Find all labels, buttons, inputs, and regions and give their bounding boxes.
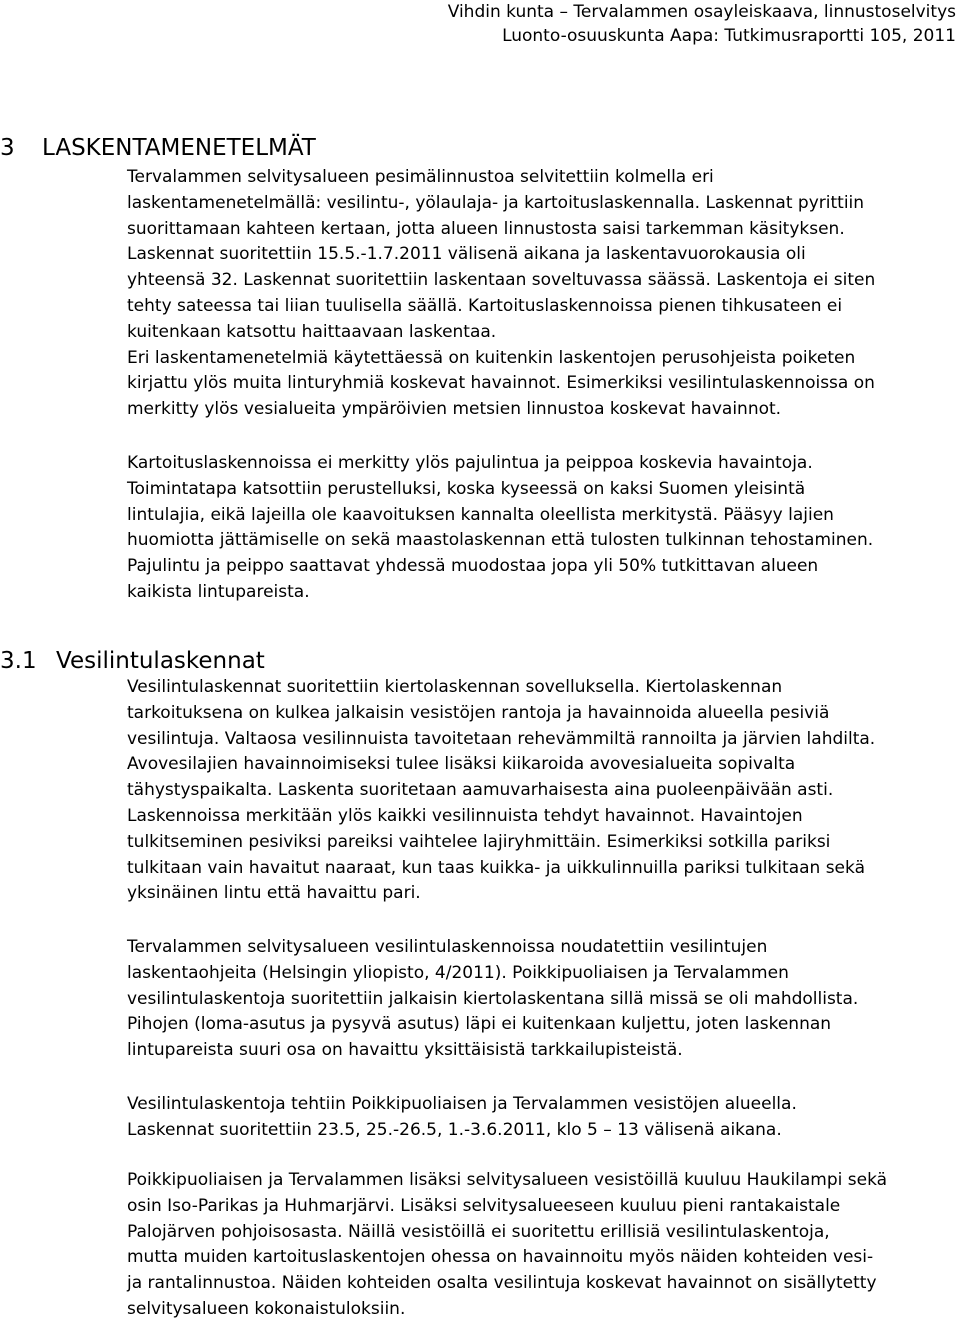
text-line: Eri laskentamenetelmiä käytettäessä on kuitenkin laskentojen perusohjeista poiketen	[127, 347, 856, 368]
text-line: tähystyspaikalta. Laskenta suoritetaan aamuvarhaisesta aina puoleenpäivään asti.	[127, 780, 834, 801]
text-line: kirjattu ylös muita linturyhmiä koskevat havainnot. Esimerkiksi vesilintulaskennoissa on	[127, 373, 875, 394]
subsection-number: 3.1	[0, 648, 37, 674]
text-line: Vesilintulaskentoja tehtiin Poikkipuoliaisen ja Tervalammen vesistöjen alueella.	[127, 1094, 797, 1114]
text-line: Tervalammen selvitysalueen pesimälinnustoa selvitettiin kolmella eri	[127, 167, 714, 187]
text-line: mutta muiden kartoituslaskentojen ohessa on havainnoitu myös näiden kohteiden vesi-	[127, 1247, 874, 1268]
text-line: laskentaohjeita (Helsingin yliopisto, 4/2011). Poikkipuoliaisen ja Tervalammen	[127, 962, 789, 983]
text-line: Palojärven pohjoisosasta. Näillä vesistöillä ei suoritettu erillisiä vesilintulaskentoja,	[127, 1221, 830, 1242]
text-line: Vesilintulaskennat suoritettiin kiertolaskennan sovelluksella. Kiertolaskennan	[127, 677, 783, 697]
section-number: 3	[0, 135, 15, 161]
text-line: vesilintulaskentoja suoritettiin jalkaisin kiertolaskentana sillä missä se oli mahdollista.	[127, 988, 859, 1009]
text-line: tulkitaan vain havaitut naaraat, kun taas kuikka- ja uikkulinnuilla pariksi tulkitaan sekä	[127, 857, 865, 878]
paragraph	[127, 675, 957, 907]
text-line: huomiotta jättämiselle on sekä maastolaskennan että tulosten tulkinnan tehostaminen.	[127, 530, 874, 551]
text-line: merkitty ylös vesialueita ympäröivien metsien linnustoa koskevat havainnot.	[127, 399, 782, 420]
text-line: vesilintuja. Valtaosa vesilinnuista tavoitetaan rehevämmiltä rannoilta ja järvien lahdilta.	[127, 728, 876, 749]
text-line: tehty sateessa tai liian tuulisella säällä. Kartoituslaskennoissa pienen tihkusateen ei	[127, 295, 843, 316]
text-line: kuitenkaan katsottu haittaavaan laskentaa.	[127, 321, 497, 342]
text-line: tulkitseminen pesiviksi pareiksi vaihtelee lajiryhmittäin. Esimerkiksi sotkilla pariksi	[127, 831, 831, 852]
paragraph	[127, 1092, 957, 1144]
text-line: Pajulintu ja peippo saattavat yhdessä muodostaa jopa yli 50% tutkittavan alueen	[127, 556, 819, 577]
text-line: yksinäinen lintu että havaittu pari.	[127, 883, 421, 904]
subsection-heading	[0, 644, 265, 678]
text-line: lintulajia, eikä lajeilla ole kaavoituksen kannalta oleellista merkitystä. Pääsyy lajien	[127, 504, 834, 525]
text-line: Kartoituslaskennoissa ei merkitty ylös pajulintua ja peippoa koskevia havaintoja.	[127, 453, 813, 473]
header-line-2: Luonto-osuuskunta Aapa: Tutkimusraportti 105, 2011	[502, 26, 956, 46]
text-line: Laskennoissa merkitään ylös kaikki vesilinnuista tehdyt havainnot. Havaintojen	[127, 805, 803, 826]
text-line: laskentamenetelmällä: vesilintu-, yölaulaja- ja kartoituslaskennalla. Laskennat pyrittiin	[127, 192, 865, 213]
subsection-title: Vesilintulaskennat	[56, 648, 265, 674]
paragraph	[127, 451, 957, 606]
text-line: selvitysalueen kokonaistuloksiin.	[127, 1298, 406, 1319]
text-line: Avovesilajien havainnoimiseksi tulee lisäksi kiikaroida avovesialueita sopivalta	[127, 754, 796, 775]
paragraph	[127, 935, 957, 1064]
text-line: Laskennat suoritettiin 23.5, 25.-26.5, 1.-3.6.2011, klo 5 – 13 välisenä aikana.	[127, 1119, 782, 1140]
paragraph	[127, 165, 957, 423]
section-title: LASKENTAMENETELMÄT	[42, 135, 316, 161]
text-line: osin Iso-Parikas ja Huhmarjärvi. Lisäksi selvitysalueeseen kuuluu pieni rantakaistale	[127, 1195, 841, 1216]
text-line: suorittamaan kahteen kertaan, jotta alueen linnustosta saisi tarkemman käsityksen.	[127, 218, 845, 239]
text-line: Pihojen (loma-asutus ja pysyvä asutus) läpi ei kuitenkaan kuljettu, joten laskennan	[127, 1014, 832, 1035]
text-line: Laskennat suoritettiin 15.5.-1.7.2011 välisenä aikana ja laskentavuorokausia oli	[127, 244, 806, 265]
text-line: Poikkipuoliaisen ja Tervalammen lisäksi selvitysalueen vesistöillä kuuluu Haukilampi sekä	[127, 1170, 888, 1190]
section-heading	[0, 131, 316, 165]
text-line: kaikista lintupareista.	[127, 581, 310, 602]
page-header	[448, 0, 956, 48]
text-line: lintupareista suuri osa on havaittu yksittäisistä tarkkailupisteistä.	[127, 1040, 683, 1061]
text-line: Toimintatapa katsottiin perustelluksi, koska kyseessä on kaksi Suomen yleisintä	[127, 478, 806, 499]
text-line: tarkoituksena on kulkea jalkaisin vesistöjen rantoja ja havainnoida alueella pesiviä	[127, 702, 830, 723]
text-line: Tervalammen selvitysalueen vesilintulaskennoissa noudatettiin vesilintujen	[127, 937, 768, 957]
text-line: yhteensä 32. Laskennat suoritettiin laskentaan soveltuvassa säässä. Laskentoja ei siten	[127, 270, 876, 291]
text-line: ja rantalinnustoa. Näiden kohteiden osalta vesilintuja koskevat havainnot on sisällytetty	[127, 1273, 877, 1294]
header-line-1: Vihdin kunta – Tervalammen osayleiskaava, linnustoselvitys	[447, 2, 956, 22]
paragraph	[127, 1168, 957, 1323]
